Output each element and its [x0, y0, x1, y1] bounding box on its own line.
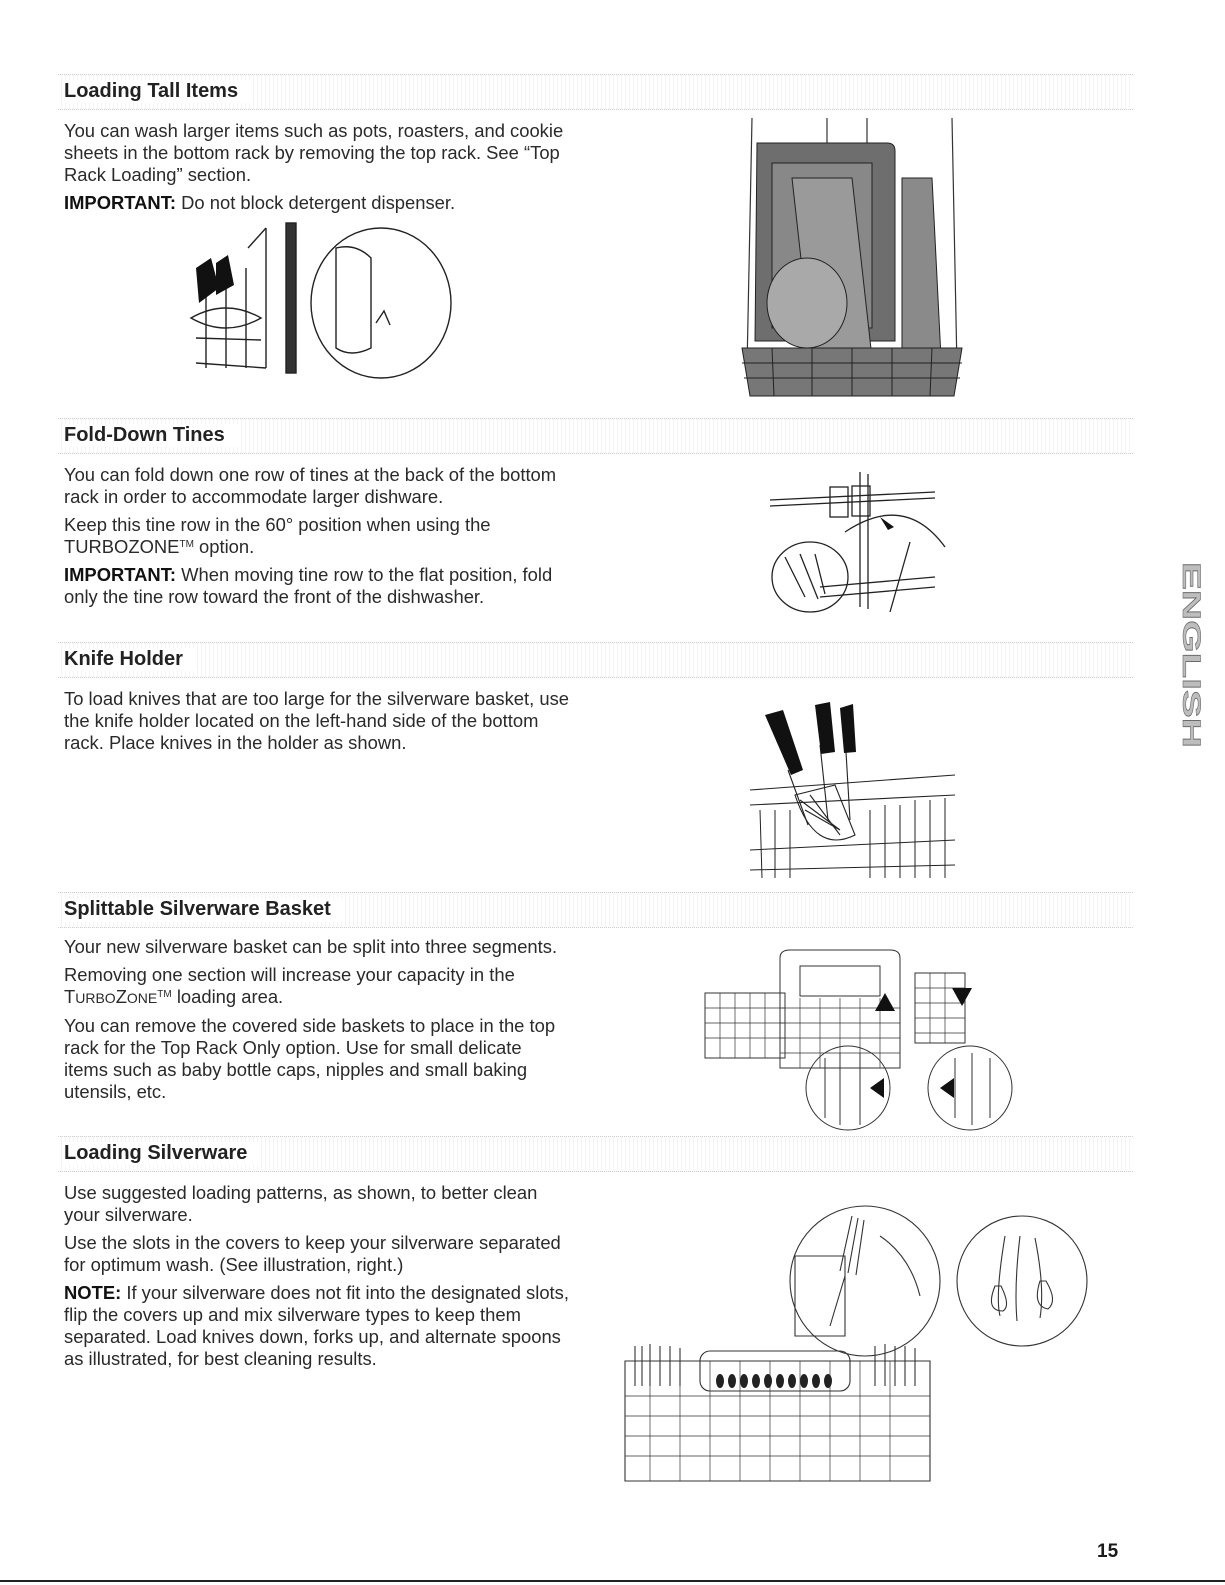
knife-holder-illustration [740, 700, 965, 880]
loading-silverware-illustration [620, 1196, 1090, 1496]
important-label: IMPORTANT: [64, 192, 177, 213]
detergent-dispenser-illustration [186, 218, 456, 383]
paragraph: To load knives that are too large for the silverware basket, use the knife holder located on the left-hand side of the bottom rack. Place knives in the holder as shown. [64, 688, 569, 753]
text: Z [115, 986, 127, 1007]
section-title: Fold-Down Tines [64, 424, 239, 447]
important-note [64, 564, 569, 608]
tall-items-rack-illustration [732, 118, 972, 398]
splittable-basket-illustration [700, 948, 1020, 1138]
paragraph: Your new silverware basket can be split into three segments. [64, 936, 558, 957]
english-side-tab [1166, 562, 1205, 748]
loading-silverware-text [64, 1182, 569, 1376]
section-header-tall-items [58, 74, 1133, 110]
fold-down-tines-illustration [760, 462, 940, 622]
section-header-fold-down-tines [58, 418, 1133, 454]
section-header-knife-holder [58, 642, 1133, 678]
page-number: 15 [1097, 1541, 1119, 1562]
note [64, 1282, 569, 1370]
important-text: Do not block detergent dispenser. [176, 192, 456, 213]
section-header-splittable-basket [58, 892, 1133, 928]
text: T [64, 986, 76, 1007]
text: option. [193, 536, 255, 557]
text: Removing one section will increase your capacity in the [64, 964, 515, 985]
note-text: If your silverware does not fit into the designated slots, flip the covers up and mix silverware types to keep them separated. Load knives down, forks up, and alternate spoons as illustrated, for best cleaning results. [64, 1282, 569, 1369]
section-header-loading-silverware [58, 1136, 1133, 1172]
knife-holder-text [64, 688, 569, 760]
section-title: Splittable Silverware Basket [64, 898, 345, 921]
text: ONE [126, 990, 158, 1006]
bottom-border [0, 1580, 1225, 1582]
paragraph: You can remove the covered side baskets to place in the top rack for the Top Rack Only option. Use for small delicate items such as baby bottle caps, nipples and small baking utensils, etc. [64, 1015, 556, 1102]
trademark: TM [157, 989, 172, 1000]
paragraph [64, 964, 569, 1009]
text: URBO [75, 990, 116, 1006]
paragraph: Use suggested loading patterns, as shown, to better clean your silverware. [64, 1182, 538, 1225]
section-title: Knife Holder [64, 648, 197, 671]
important-text: When moving tine row to the flat position, fold only the tine row toward the front of the dishwasher. [64, 564, 553, 607]
side-tab-label: ENGLISH [1177, 562, 1205, 674]
splittable-basket-text [64, 936, 569, 1109]
trademark: TM [179, 539, 194, 550]
section-title: Loading Silverware [64, 1142, 261, 1165]
fold-down-tines-text [64, 464, 569, 614]
tall-items-text [64, 120, 569, 220]
important-label: IMPORTANT: [64, 564, 177, 585]
paragraph [64, 514, 569, 558]
text: Keep this tine row in the 60° position when using the TURBOZONE [64, 514, 491, 557]
paragraph: You can wash larger items such as pots, roasters, and cookie sheets in the bottom rack by removing the top rack. See “Top Rack Loading” section. [64, 120, 564, 185]
paragraph: Use the slots in the covers to keep your silverware separated for optimum wash. (See illustration, right.) [64, 1232, 561, 1275]
important-note [64, 192, 569, 214]
note-label: NOTE: [64, 1282, 122, 1303]
paragraph: You can fold down one row of tines at the back of the bottom rack in order to accommodate larger dishware. [64, 464, 557, 507]
text: loading area. [171, 986, 284, 1007]
section-title: Loading Tall Items [64, 80, 252, 103]
